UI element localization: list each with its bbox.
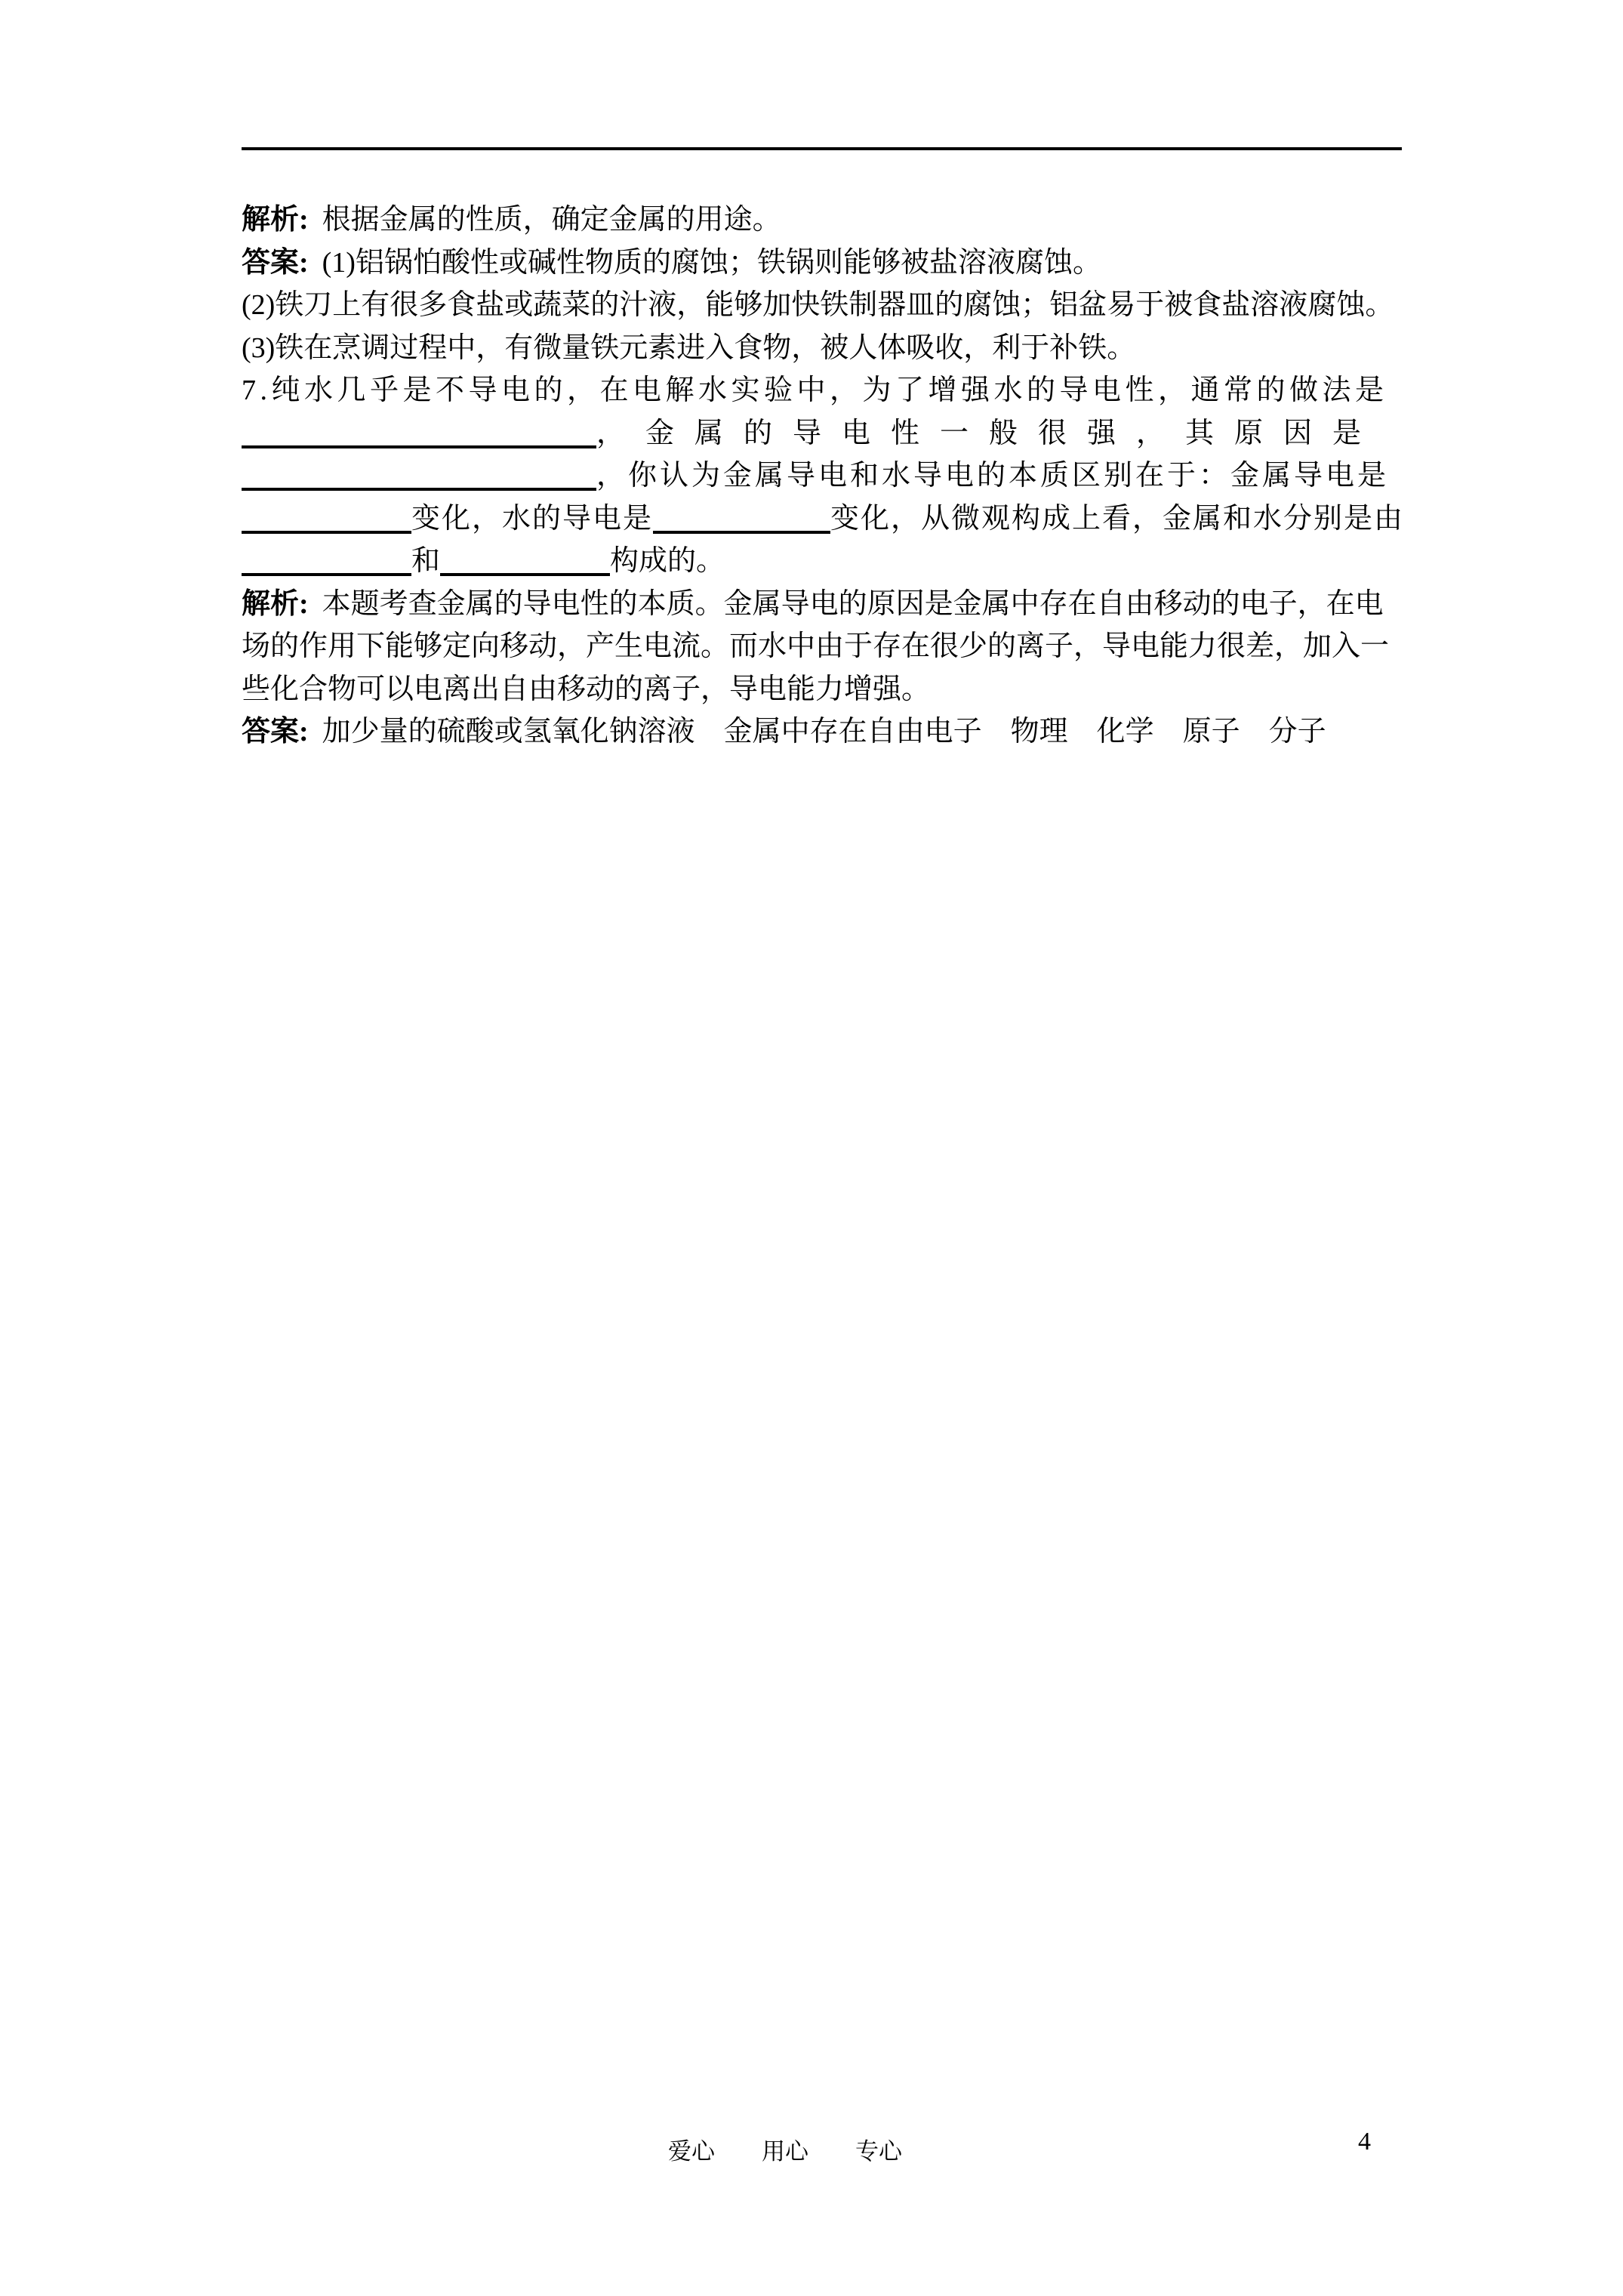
answer-line-q6-part3 xyxy=(242,327,1400,370)
question-7-text6: 和 xyxy=(411,545,441,577)
document-body xyxy=(242,199,1405,754)
question-7-line4 xyxy=(242,498,1405,541)
answer-label: 答案: xyxy=(242,246,309,279)
answer-line-q7 xyxy=(242,710,1400,754)
analysis-line-q7-part3 xyxy=(242,668,1400,711)
fill-in-blank-1 xyxy=(242,415,596,448)
question-7-text4: 变化，水的导电是 xyxy=(411,502,654,535)
question-7-line5 xyxy=(242,540,1400,583)
fill-in-blank-3 xyxy=(242,501,411,534)
question-7-line1 xyxy=(242,369,1400,412)
answer-text-part2: (2)铁刀上有很多食盐或蔬菜的汁液，能够加快铁制器皿的腐蚀；铝盆易于被食盐溶液腐蚀。 xyxy=(242,289,1394,321)
answer-line-q6-part2 xyxy=(242,284,1400,327)
question-7-line3 xyxy=(242,455,1400,498)
question-7-text1: 7.纯水几乎是不导电的，在电解水实验中，为了增强水的导电性，通常的做法是 xyxy=(242,374,1388,406)
question-7-text7: 构成的。 xyxy=(610,545,725,577)
analysis-q7-text1: 本题考查金属的导电性的本质。金属导电的原因是金属中存在自由移动的电子，在电 xyxy=(322,587,1384,620)
analysis-text: 根据金属的性质，确定金属的用途。 xyxy=(322,204,781,236)
question-7-text5: 变化，从微观构成上看，金属和水分别是由 xyxy=(830,502,1405,535)
page-number: 4 xyxy=(1358,2128,1371,2156)
fill-in-blank-6 xyxy=(440,543,610,576)
analysis-line-q6 xyxy=(242,199,1400,242)
fill-in-blank-2 xyxy=(242,458,596,491)
analysis-label: 解析: xyxy=(242,587,309,620)
fill-in-blank-5 xyxy=(242,543,411,576)
header-rule xyxy=(242,147,1402,150)
answer-line-q6 xyxy=(242,242,1400,285)
analysis-line-q7-part2 xyxy=(242,625,1400,668)
analysis-label: 解析: xyxy=(242,204,309,236)
question-7-line2 xyxy=(242,412,1400,455)
footer-motto: 爱心 用心 专心 xyxy=(668,2138,902,2165)
answer-q7-text: 加少量的硫酸或氢氧化钠溶液 金属中存在自由电子 物理 化学 原子 分子 xyxy=(322,716,1326,747)
answer-text-part3: (3)铁在烹调过程中，有微量铁元素进入食物，被人体吸收，利于补铁。 xyxy=(242,331,1136,364)
question-7-text2: ，金属的导电性一般很强，其原因是 xyxy=(596,417,1382,449)
analysis-q7-text3: 些化合物可以电离出自由移动的离子，导电能力增强。 xyxy=(242,673,931,705)
answer-text-part1: (1)铝锅怕酸性或碱性物质的腐蚀；铁锅则能够被盐溶液腐蚀。 xyxy=(322,246,1101,279)
page-footer xyxy=(0,2139,1623,2165)
question-7-text3: ，你认为金属导电和水导电的本质区别在于：金属导电是 xyxy=(596,460,1390,492)
analysis-q7-text2: 场的作用下能够定向移动，产生电流。而水中由于存在很少的离子，导电能力很差，加入一 xyxy=(242,630,1390,662)
answer-label: 答案: xyxy=(242,716,309,747)
fill-in-blank-4 xyxy=(653,501,830,534)
analysis-line-q7 xyxy=(242,583,1400,626)
